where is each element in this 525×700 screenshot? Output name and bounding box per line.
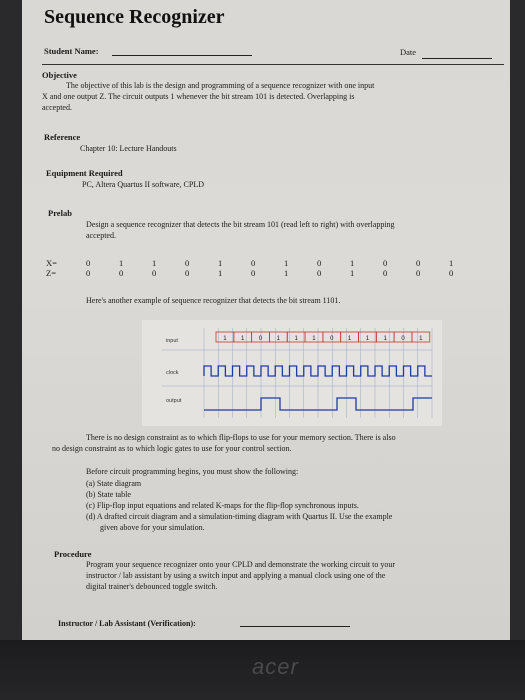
input-bit-value: 1 [276, 336, 281, 342]
input-bit-value: 0 [258, 336, 263, 342]
input-bit-value: 1 [365, 336, 370, 342]
z-value: 0 [317, 268, 322, 278]
prelab-line-2: accepted. [86, 231, 116, 240]
input-bit-value: 1 [347, 336, 352, 342]
before-programming-intro: Before circuit programming begins, you must show the following: [86, 467, 299, 476]
prelab-heading: Prelab [48, 208, 72, 218]
verification-signature-field [240, 626, 350, 627]
z-value: 1 [350, 268, 355, 278]
clock-signal-label: clock [166, 370, 179, 376]
z-value: 0 [416, 268, 421, 278]
objective-heading: Objective [42, 70, 77, 80]
x-value: 0 [86, 258, 91, 268]
x-value: 1 [218, 258, 223, 268]
x-value: 1 [449, 258, 454, 268]
another-example-text: Here's another example of sequence recognizer that detects the bit stream 1101. [86, 296, 341, 305]
procedure-line-2: instructor / lab assistant by using a switch input and applying a manual clock using one of the [86, 571, 386, 580]
z-sequence-row [22, 268, 502, 280]
z-value: 0 [251, 268, 256, 278]
z-value: 0 [383, 268, 388, 278]
equipment-heading: Equipment Required [46, 168, 123, 178]
input-bit-value: 1 [294, 336, 298, 342]
z-label: Z= [46, 268, 56, 278]
z-value: 0 [152, 268, 157, 278]
x-value: 0 [416, 258, 421, 268]
objective-line-2: X and one output Z. The circuit outputs 1 whenever the bit stream 101 is detected. Overlapping is [42, 92, 355, 101]
reference-heading: Reference [44, 132, 81, 142]
x-value: 1 [284, 258, 289, 268]
page-title: Sequence Recognizer [44, 6, 225, 28]
z-value: 0 [119, 268, 124, 278]
input-bit-value: 0 [401, 336, 405, 342]
input-bit-value: 1 [312, 336, 316, 342]
z-value: 0 [449, 268, 454, 278]
x-value: 0 [317, 258, 322, 268]
z-value: 1 [284, 268, 289, 278]
x-value: 1 [152, 258, 157, 268]
deliverable-item-b: (b) State table [86, 490, 131, 499]
prelab-line-1: Design a sequence recognizer that detects the bit stream 101 (read left to right) with overlapping [86, 220, 395, 229]
deliverable-item-c: (c) Flip-flop input equations and related K-maps for the flip-flop synchronous inputs. [86, 501, 359, 510]
deliverable-item-a: (a) State diagram [86, 479, 142, 488]
input-bit-value: 1 [419, 336, 423, 342]
reference-text: Chapter 10: Lecture Handouts [80, 144, 177, 153]
input-bit-value: 1 [383, 336, 387, 342]
date-field [422, 58, 492, 59]
date-label: Date [400, 47, 417, 57]
worksheet-page [22, 0, 510, 640]
procedure-heading: Procedure [54, 549, 92, 559]
constraint-line-2: no design constraint as to which logic gates to use for your control section. [52, 444, 292, 453]
z-value: 1 [218, 268, 223, 278]
input-bit-value: 1 [241, 336, 245, 342]
x-value: 0 [251, 258, 256, 268]
input-bit-value: 1 [223, 336, 227, 342]
input-signal-label: input [166, 338, 178, 344]
procedure-line-1: Program your sequence recognizer onto your CPLD and demonstrate the working circuit to your [86, 560, 396, 569]
z-value: 0 [185, 268, 190, 278]
objective-line-3: accepted. [42, 103, 72, 112]
student-name-field [112, 55, 252, 56]
input-bit-value: 0 [330, 336, 334, 342]
objective-line-1: The objective of this lab is the design and programming of a sequence recognizer with one input [66, 81, 375, 90]
deliverable-item-d: (d) A drafted circuit diagram and a simulation-timing diagram with Quartus II. Use the example [86, 512, 393, 521]
x-value: 1 [350, 258, 355, 268]
timing-diagram [142, 320, 442, 426]
equipment-text: PC, Altera Quartus II software, CPLD [82, 180, 204, 189]
monitor-brand-logo: acer [252, 654, 299, 679]
x-value: 0 [383, 258, 388, 268]
verification-label: Instructor / Lab Assistant (Verification): [58, 619, 196, 628]
output-signal-label: output [166, 398, 182, 404]
procedure-line-3: digital trainer's debounced toggle switch. [86, 582, 218, 591]
constraint-line-1: There is no design constraint as to which flip-flops to use for your memory section. There is also [86, 433, 396, 442]
x-value: 1 [119, 258, 124, 268]
x-label: X= [46, 258, 57, 268]
deliverable-item-d-continued: given above for your simulation. [86, 523, 205, 532]
student-name-label: Student Name: [44, 46, 99, 56]
z-value: 0 [86, 268, 91, 278]
header-divider [42, 64, 504, 65]
x-value: 0 [185, 258, 190, 268]
